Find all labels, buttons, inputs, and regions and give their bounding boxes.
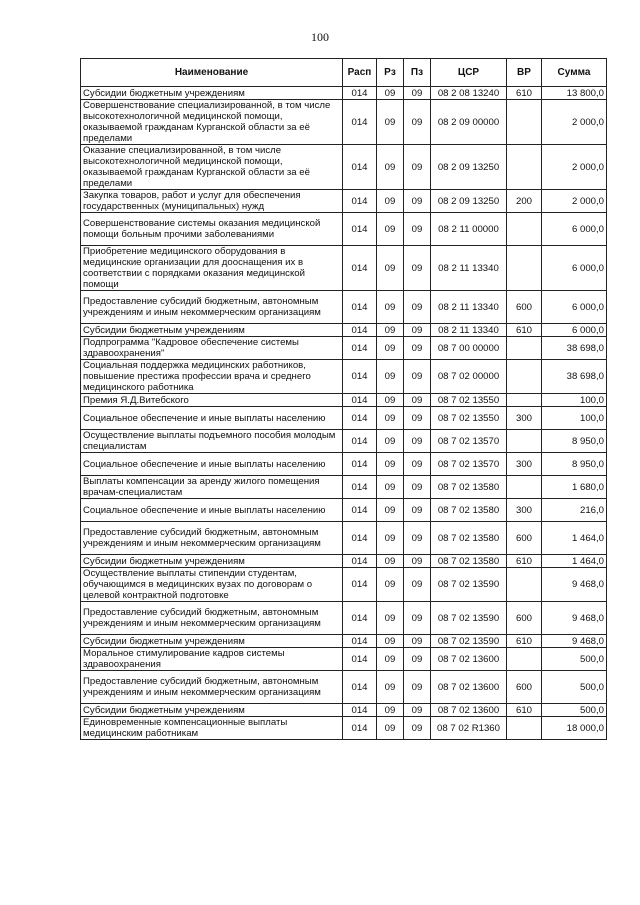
cell-rz: 09	[377, 635, 404, 648]
table-body	[81, 87, 607, 740]
cell-rasp: 014	[343, 291, 377, 324]
cell-name: Закупка товаров, работ и услуг для обеспечения государственных (муниципальных) нужд	[81, 190, 343, 213]
cell-csr: 08 2 09 00000	[431, 100, 507, 145]
cell-pz: 09	[404, 145, 431, 190]
cell-rz: 09	[377, 291, 404, 324]
cell-sum: 18 000,0	[542, 717, 607, 740]
cell-vr: 600	[507, 522, 542, 555]
cell-rasp: 014	[343, 704, 377, 717]
table-row	[81, 602, 607, 635]
table-row	[81, 324, 607, 337]
table-row	[81, 704, 607, 717]
cell-rz: 09	[377, 324, 404, 337]
header-rasp: Расп	[343, 59, 377, 87]
cell-rasp: 014	[343, 671, 377, 704]
cell-csr: 08 7 02 13590	[431, 568, 507, 602]
cell-sum: 1 464,0	[542, 522, 607, 555]
cell-pz: 09	[404, 648, 431, 671]
cell-name: Социальное обеспечение и иные выплаты населению	[81, 499, 343, 522]
cell-rz: 09	[377, 100, 404, 145]
cell-sum: 6 000,0	[542, 246, 607, 291]
cell-rz: 09	[377, 555, 404, 568]
cell-csr: 08 7 02 13580	[431, 555, 507, 568]
cell-sum: 8 950,0	[542, 430, 607, 453]
cell-pz: 09	[404, 476, 431, 499]
cell-csr: 08 7 02 13550	[431, 407, 507, 430]
cell-pz: 09	[404, 87, 431, 100]
cell-pz: 09	[404, 360, 431, 394]
cell-sum: 9 468,0	[542, 602, 607, 635]
cell-rz: 09	[377, 499, 404, 522]
table-row	[81, 190, 607, 213]
cell-csr: 08 7 02 13570	[431, 453, 507, 476]
cell-rz: 09	[377, 213, 404, 246]
cell-rasp: 014	[343, 213, 377, 246]
table-row	[81, 360, 607, 394]
table-row	[81, 407, 607, 430]
cell-name: Предоставление субсидий бюджетным, автономным учреждениям и иным некоммерческим организациям	[81, 291, 343, 324]
cell-vr	[507, 100, 542, 145]
cell-rasp: 014	[343, 87, 377, 100]
cell-sum: 6 000,0	[542, 324, 607, 337]
cell-pz: 09	[404, 453, 431, 476]
cell-pz: 09	[404, 499, 431, 522]
cell-sum: 500,0	[542, 648, 607, 671]
cell-rasp: 014	[343, 100, 377, 145]
cell-vr: 300	[507, 407, 542, 430]
cell-rz: 09	[377, 568, 404, 602]
cell-rz: 09	[377, 337, 404, 360]
cell-sum: 1 680,0	[542, 476, 607, 499]
cell-pz: 09	[404, 337, 431, 360]
cell-pz: 09	[404, 704, 431, 717]
header-vr: ВР	[507, 59, 542, 87]
cell-rz: 09	[377, 190, 404, 213]
cell-csr: 08 7 02 13570	[431, 430, 507, 453]
cell-sum: 100,0	[542, 394, 607, 407]
cell-rz: 09	[377, 453, 404, 476]
table-row	[81, 246, 607, 291]
table-row	[81, 522, 607, 555]
cell-name: Совершенствование системы оказания медицинской помощи больным прочими заболеваниями	[81, 213, 343, 246]
cell-csr: 08 2 09 13250	[431, 145, 507, 190]
cell-sum: 13 800,0	[542, 87, 607, 100]
cell-csr: 08 7 02 R1360	[431, 717, 507, 740]
table-row	[81, 453, 607, 476]
cell-rz: 09	[377, 704, 404, 717]
cell-vr: 610	[507, 635, 542, 648]
cell-sum: 2 000,0	[542, 190, 607, 213]
cell-pz: 09	[404, 717, 431, 740]
cell-name: Моральное стимулирование кадров системы здравоохранения	[81, 648, 343, 671]
cell-pz: 09	[404, 100, 431, 145]
table-row	[81, 635, 607, 648]
cell-name: Предоставление субсидий бюджетным, автономным учреждениям и иным некоммерческим организациям	[81, 522, 343, 555]
cell-rasp: 014	[343, 602, 377, 635]
cell-pz: 09	[404, 324, 431, 337]
cell-sum: 9 468,0	[542, 568, 607, 602]
header-pz: Пз	[404, 59, 431, 87]
cell-name: Субсидии бюджетным учреждениям	[81, 704, 343, 717]
cell-vr	[507, 568, 542, 602]
cell-sum: 6 000,0	[542, 291, 607, 324]
cell-rasp: 014	[343, 499, 377, 522]
cell-pz: 09	[404, 522, 431, 555]
table-row	[81, 430, 607, 453]
cell-sum: 2 000,0	[542, 100, 607, 145]
cell-sum: 38 698,0	[542, 360, 607, 394]
table-row	[81, 499, 607, 522]
cell-rz: 09	[377, 671, 404, 704]
cell-name: Субсидии бюджетным учреждениям	[81, 87, 343, 100]
cell-csr: 08 7 02 13580	[431, 499, 507, 522]
cell-sum: 500,0	[542, 671, 607, 704]
header-rz: Рз	[377, 59, 404, 87]
table-row	[81, 145, 607, 190]
cell-name: Оказание специализированной, в том числе высокотехнологичной медицинской помощи, оказываемой гражданам Курганской области за её пределами	[81, 145, 343, 190]
cell-vr	[507, 337, 542, 360]
table-row	[81, 291, 607, 324]
cell-vr: 200	[507, 190, 542, 213]
cell-vr: 600	[507, 602, 542, 635]
cell-pz: 09	[404, 190, 431, 213]
cell-sum: 8 950,0	[542, 453, 607, 476]
cell-sum: 38 698,0	[542, 337, 607, 360]
cell-pz: 09	[404, 394, 431, 407]
cell-sum: 216,0	[542, 499, 607, 522]
cell-rasp: 014	[343, 522, 377, 555]
cell-rasp: 014	[343, 246, 377, 291]
cell-sum: 1 464,0	[542, 555, 607, 568]
table-row	[81, 671, 607, 704]
cell-name: Субсидии бюджетным учреждениям	[81, 555, 343, 568]
cell-csr: 08 2 11 13340	[431, 246, 507, 291]
cell-rasp: 014	[343, 337, 377, 360]
cell-pz: 09	[404, 671, 431, 704]
cell-vr	[507, 476, 542, 499]
cell-name: Единовременные компенсационные выплаты медицинским работникам	[81, 717, 343, 740]
cell-pz: 09	[404, 555, 431, 568]
cell-rz: 09	[377, 87, 404, 100]
cell-csr: 08 2 11 13340	[431, 291, 507, 324]
cell-vr: 600	[507, 291, 542, 324]
cell-name: Предоставление субсидий бюджетным, автономным учреждениям и иным некоммерческим организациям	[81, 602, 343, 635]
table-row	[81, 87, 607, 100]
cell-csr: 08 7 02 13590	[431, 635, 507, 648]
cell-rz: 09	[377, 476, 404, 499]
cell-csr: 08 2 09 13250	[431, 190, 507, 213]
cell-pz: 09	[404, 246, 431, 291]
cell-pz: 09	[404, 430, 431, 453]
cell-rasp: 014	[343, 407, 377, 430]
cell-name: Осуществление выплаты подъемного пособия молодым специалистам	[81, 430, 343, 453]
header-sum: Сумма	[542, 59, 607, 87]
cell-rasp: 014	[343, 476, 377, 499]
cell-name: Выплаты компенсации за аренду жилого помещения врачам-специалистам	[81, 476, 343, 499]
table-row	[81, 213, 607, 246]
cell-vr	[507, 145, 542, 190]
page-number: 100	[311, 30, 329, 44]
cell-rasp: 014	[343, 360, 377, 394]
cell-sum: 2 000,0	[542, 145, 607, 190]
cell-name: Социальная поддержка медицинских работников, повышение престижа профессии врача и среднего медицинского работника	[81, 360, 343, 394]
cell-pz: 09	[404, 213, 431, 246]
cell-rasp: 014	[343, 145, 377, 190]
cell-vr: 610	[507, 704, 542, 717]
cell-name: Осуществление выплаты стипендии студентам, обучающимся в медицинских вузах по договорам о целевой контрактной подготовке	[81, 568, 343, 602]
cell-rz: 09	[377, 246, 404, 291]
cell-vr	[507, 213, 542, 246]
cell-rz: 09	[377, 394, 404, 407]
cell-vr	[507, 360, 542, 394]
cell-rz: 09	[377, 602, 404, 635]
cell-name: Субсидии бюджетным учреждениям	[81, 635, 343, 648]
cell-pz: 09	[404, 291, 431, 324]
cell-vr	[507, 717, 542, 740]
cell-csr: 08 7 02 13550	[431, 394, 507, 407]
cell-rasp: 014	[343, 430, 377, 453]
table-row	[81, 100, 607, 145]
cell-rasp: 014	[343, 635, 377, 648]
cell-pz: 09	[404, 407, 431, 430]
cell-vr: 610	[507, 87, 542, 100]
cell-sum: 9 468,0	[542, 635, 607, 648]
cell-rasp: 014	[343, 190, 377, 213]
cell-vr: 300	[507, 499, 542, 522]
table-row	[81, 394, 607, 407]
header-row	[81, 59, 607, 87]
cell-sum: 500,0	[542, 704, 607, 717]
cell-pz: 09	[404, 635, 431, 648]
cell-vr: 610	[507, 555, 542, 568]
cell-name: Премия Я.Д.Витебского	[81, 394, 343, 407]
cell-name: Подпрограмма "Кадровое обеспечение системы здравоохранения"	[81, 337, 343, 360]
cell-rasp: 014	[343, 324, 377, 337]
table-row	[81, 476, 607, 499]
cell-sum: 6 000,0	[542, 213, 607, 246]
cell-name: Предоставление субсидий бюджетным, автономным учреждениям и иным некоммерческим организациям	[81, 671, 343, 704]
cell-rz: 09	[377, 522, 404, 555]
cell-rz: 09	[377, 717, 404, 740]
cell-rasp: 014	[343, 717, 377, 740]
table-row	[81, 337, 607, 360]
table-row	[81, 555, 607, 568]
cell-rz: 09	[377, 145, 404, 190]
cell-name: Социальное обеспечение и иные выплаты населению	[81, 407, 343, 430]
cell-vr	[507, 648, 542, 671]
cell-csr: 08 7 02 13600	[431, 704, 507, 717]
cell-pz: 09	[404, 602, 431, 635]
table-header	[81, 59, 607, 87]
cell-pz: 09	[404, 568, 431, 602]
header-csr: ЦСР	[431, 59, 507, 87]
header-name: Наименование	[81, 59, 343, 87]
cell-csr: 08 7 02 13580	[431, 476, 507, 499]
cell-sum: 100,0	[542, 407, 607, 430]
cell-name: Приобретение медицинского оборудования в медицинские организации для дооснащения их в соответствии с порядками оказания медицинской помощи	[81, 246, 343, 291]
cell-rasp: 014	[343, 568, 377, 602]
cell-vr	[507, 430, 542, 453]
cell-vr: 610	[507, 324, 542, 337]
table-row	[81, 648, 607, 671]
cell-name: Совершенствование специализированной, в том числе высокотехнологичной медицинской помощи, оказываемой гражданам Курганской области за её пределами	[81, 100, 343, 145]
budget-table	[80, 58, 607, 740]
cell-vr: 300	[507, 453, 542, 476]
cell-csr: 08 7 00 00000	[431, 337, 507, 360]
cell-vr: 600	[507, 671, 542, 704]
cell-rasp: 014	[343, 394, 377, 407]
cell-csr: 08 2 11 00000	[431, 213, 507, 246]
table-row	[81, 717, 607, 740]
cell-csr: 08 7 02 13600	[431, 648, 507, 671]
cell-vr	[507, 246, 542, 291]
cell-csr: 08 2 08 13240	[431, 87, 507, 100]
cell-rz: 09	[377, 360, 404, 394]
cell-rz: 09	[377, 430, 404, 453]
cell-name: Субсидии бюджетным учреждениям	[81, 324, 343, 337]
cell-csr: 08 7 02 13600	[431, 671, 507, 704]
cell-csr: 08 7 02 00000	[431, 360, 507, 394]
cell-name: Социальное обеспечение и иные выплаты населению	[81, 453, 343, 476]
cell-rasp: 014	[343, 555, 377, 568]
cell-rasp: 014	[343, 648, 377, 671]
cell-rz: 09	[377, 648, 404, 671]
cell-rz: 09	[377, 407, 404, 430]
table-row	[81, 568, 607, 602]
cell-vr	[507, 394, 542, 407]
cell-csr: 08 7 02 13590	[431, 602, 507, 635]
cell-rasp: 014	[343, 453, 377, 476]
cell-csr: 08 2 11 13340	[431, 324, 507, 337]
cell-csr: 08 7 02 13580	[431, 522, 507, 555]
